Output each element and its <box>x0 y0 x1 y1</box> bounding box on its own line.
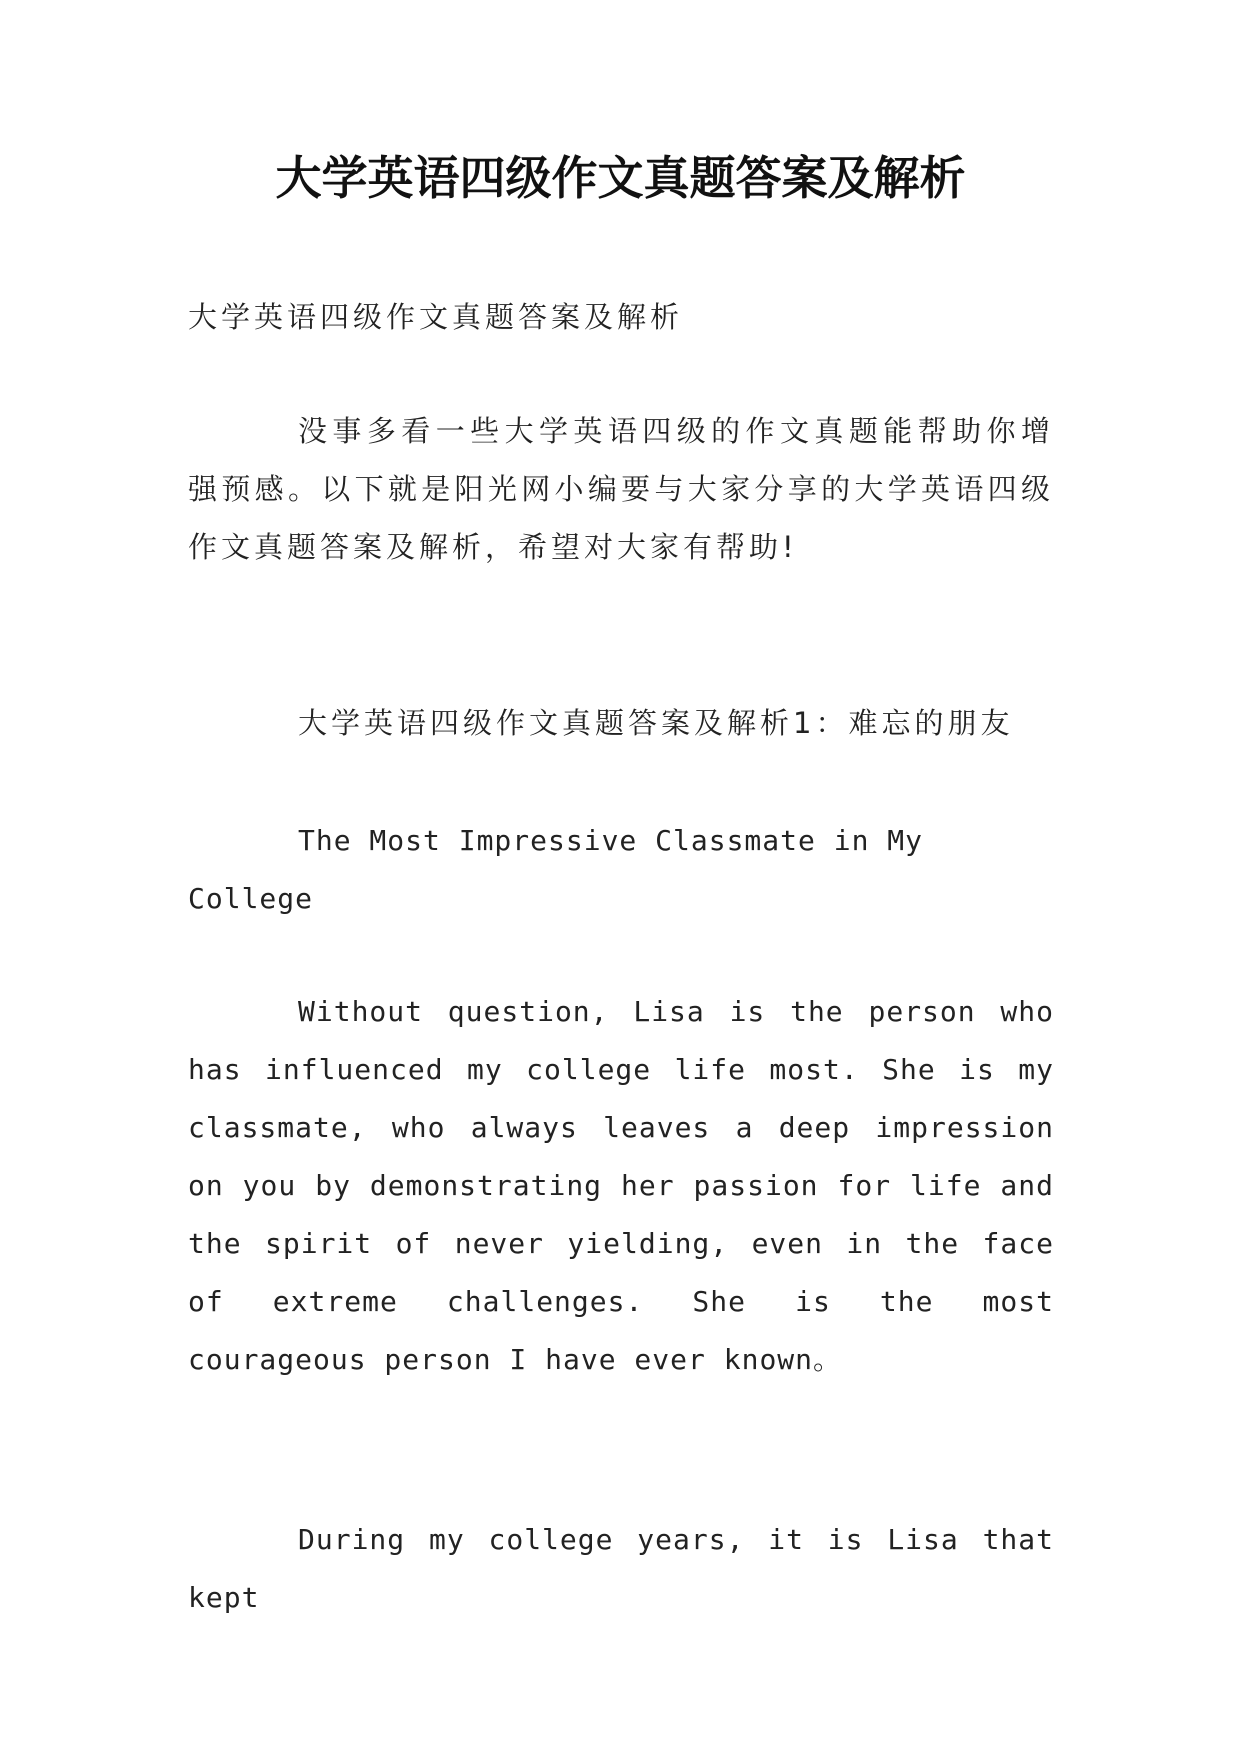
essay-title: The Most Impressive Classmate in My College <box>188 824 924 915</box>
document-title: 大学英语四级作文真题答案及解析 <box>275 151 966 205</box>
essay-paragraph-2: During my college years, it is Lisa that kept <box>188 1523 1054 1614</box>
section-heading: 大学英语四级作文真题答案及解析1：难忘的朋友 <box>298 706 1014 740</box>
essay-paragraph-1: Without question, Lisa is the person who has influenced my college life most. She is my classmate, who always leaves a deep impression on you by demonstrating her passion for life and the spirit of never yielding, even in the face of extreme challenges. She is the most courageous person I have ever known。 <box>188 995 1054 1376</box>
document-subtitle: 大学英语四级作文真题答案及解析 <box>188 300 684 334</box>
intro-paragraph: 没事多看一些大学英语四级的作文真题能帮助你增强预感。以下就是阳光网小编要与大家分享的大学英语四级作文真题答案及解析，希望对大家有帮助! <box>188 414 1054 564</box>
